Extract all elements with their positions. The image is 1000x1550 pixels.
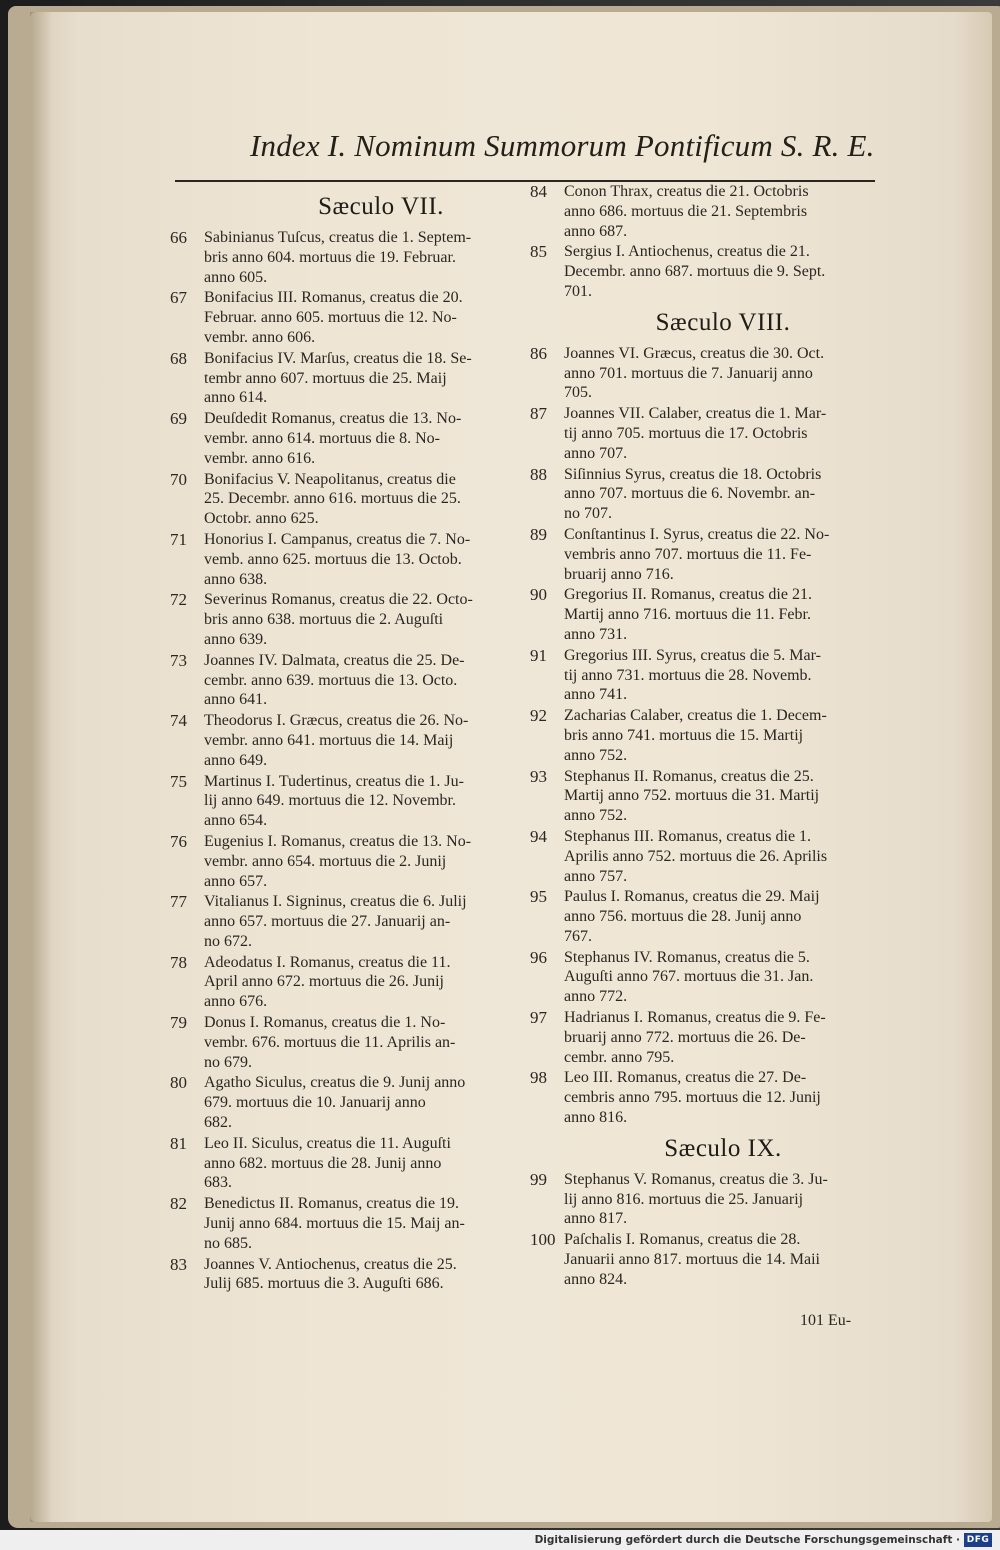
entry-number: 74 (170, 711, 187, 731)
entry-line: Gregorius II. Romanus, creatus die 21. (564, 586, 812, 604)
entry-line: vembr. anno 616. (204, 449, 316, 467)
entry-line: tij anno 705. mortuus die 17. Octobris (564, 424, 808, 442)
entry-number: 97 (530, 1008, 547, 1028)
entry-line: Vitalianus I. Signinus, creatus die 6. Julij (204, 893, 467, 911)
entry-line: cembr. anno 795. (564, 1048, 675, 1066)
entry-line: no 672. (204, 932, 252, 950)
index-entry (528, 242, 878, 301)
section-heading: Sæculo VII. (318, 193, 444, 220)
entry-line: Stephanus III. Romanus, creatus die 1. (564, 827, 812, 845)
entry-line: Octobr. anno 625. (204, 510, 319, 528)
entry-line: vembris anno 707. mortuus die 11. Fe- (564, 545, 812, 563)
section-heading: Sæculo VIII. (655, 308, 791, 336)
entry-line: Leo II. Siculus, creatus die 11. Auguſti (204, 1134, 451, 1152)
entry-line: lij anno 649. mortuus die 12. Novembr. (204, 792, 456, 810)
entry-line: Joannes V. Antiochenus, creatus die 25. (204, 1255, 457, 1273)
index-entry (528, 525, 878, 584)
entry-line: no 707. (564, 505, 612, 523)
entry-line: vembr. 676. mortuus die 11. Aprilis an- (204, 1033, 456, 1051)
index-entry (528, 646, 878, 705)
entry-line: Martij anno 716. mortuus die 11. Febr. (564, 606, 811, 624)
entry-line: Stephanus IV. Romanus, creatus die 5. (564, 948, 810, 966)
entry-number: 68 (170, 348, 187, 368)
entry-number: 85 (530, 242, 547, 262)
index-entry (168, 1134, 524, 1193)
entry-line: Paſchalis I. Romanus, creatus die 28. (564, 1231, 801, 1249)
entry-number: 79 (170, 1013, 187, 1033)
index-entry (168, 772, 524, 831)
entry-line: Paulus I. Romanus, creatus die 29. Maij (564, 888, 820, 906)
entry-line: Februar. anno 605. mortuus die 12. No- (204, 309, 457, 327)
entry-line: Leo III. Romanus, creatus die 27. De- (564, 1069, 807, 1087)
entry-line: vembr. anno 641. mortuus die 14. Maij (204, 731, 454, 749)
funding-notice: Digitalisierung gefördert durch die Deutsche Forschungsgemeinschaft · (534, 1534, 960, 1546)
index-entry (528, 182, 878, 241)
entry-number: 80 (170, 1073, 187, 1093)
entry-number: 84 (530, 182, 547, 201)
entry-line: anno 687. (564, 222, 628, 240)
index-entry (168, 892, 524, 951)
entry-line: Siſinnius Syrus, creatus die 18. Octobris (564, 465, 822, 483)
entry-line: anno 707. mortuus die 6. Novembr. an- (564, 485, 816, 503)
entry-line: tij anno 731. mortuus die 28. Novemb. (564, 666, 812, 684)
index-entry (528, 585, 878, 644)
entry-line: bruarij anno 716. (564, 565, 674, 583)
entry-line: Stephanus II. Romanus, creatus die 25. (564, 767, 814, 785)
entry-line: Bonifacius IV. Marſus, creatus die 18. Se- (204, 349, 472, 367)
entry-line: Conſtantinus I. Syrus, creatus die 22. No- (564, 525, 830, 543)
entry-number: 86 (530, 343, 547, 363)
entry-number: 78 (170, 952, 187, 972)
index-entry (168, 409, 524, 468)
index-entry (168, 288, 524, 347)
entry-line: Eugenius I. Romanus, creatus die 13. No- (204, 832, 472, 850)
index-entry (168, 228, 524, 287)
entry-line: anno 731. (564, 625, 628, 643)
index-entry (528, 1230, 878, 1289)
entry-line: bris anno 741. mortuus die 15. Martij (564, 726, 804, 744)
entry-line: Julij 685. mortuus die 3. Auguſti 686. (204, 1275, 444, 1293)
entry-line: anno 817. (564, 1210, 628, 1228)
entry-number: 87 (530, 404, 547, 424)
entry-line: April anno 672. mortuus die 26. Junij (204, 973, 444, 991)
entry-line: no 679. (204, 1053, 252, 1071)
entry-line: no 685. (204, 1234, 252, 1252)
index-entry (528, 344, 878, 403)
entry-line: anno 638. (204, 570, 268, 588)
entry-number: 73 (170, 650, 187, 670)
entry-number: 88 (530, 464, 547, 484)
entry-line: anno 707. (564, 444, 628, 462)
entry-line: Martinus I. Tudertinus, creatus die 1. Ju- (204, 772, 464, 790)
index-entry (168, 470, 524, 529)
entry-line: anno 757. (564, 867, 628, 885)
entry-line: anno 741. (564, 686, 628, 704)
entry-line: Hadrianus I. Romanus, creatus die 9. Fe- (564, 1009, 826, 1027)
entry-line: vembr. anno 654. mortuus die 2. Junij (204, 852, 447, 870)
entry-number: 76 (170, 831, 187, 851)
entry-number: 94 (530, 826, 547, 846)
entry-line: Zacharias Calaber, creatus die 1. Decem- (564, 707, 827, 725)
entry-line: Martij anno 752. mortuus die 31. Martij (564, 787, 820, 805)
entry-line: anno 752. (564, 746, 628, 764)
entry-line: anno 657. mortuus die 27. Januarij an- (204, 913, 451, 931)
index-entry (168, 349, 524, 408)
entry-number: 82 (170, 1194, 187, 1214)
entry-number: 81 (170, 1133, 187, 1153)
entry-line: anno 649. (204, 751, 268, 769)
entry-line: tembr anno 607. mortuus die 25. Maij (204, 369, 447, 387)
entry-line: Deuſdedit Romanus, creatus die 13. No- (204, 410, 462, 428)
catchword: 101 Eu- (800, 1312, 852, 1329)
entry-number: 96 (530, 947, 547, 967)
index-entry (168, 651, 524, 710)
entry-line: Adeodatus I. Romanus, creatus die 11. (204, 953, 451, 971)
index-entry (168, 590, 524, 649)
entry-line: Theodorus I. Græcus, creatus die 26. No- (204, 712, 469, 730)
entry-line: anno 614. (204, 389, 268, 407)
entry-line: Aprilis anno 752. mortuus die 26. Aprilis (564, 847, 828, 865)
entry-line: Decembr. anno 687. mortuus die 9. Sept. (564, 263, 826, 281)
right-column (528, 182, 878, 1291)
entry-line: Auguſti anno 767. mortuus die 31. Jan. (564, 968, 814, 986)
entry-number: 66 (170, 228, 187, 247)
entry-line: anno 816. (564, 1109, 628, 1127)
entry-line: lij anno 816. mortuus die 25. Januarij (564, 1190, 804, 1208)
running-head: Index I. Nominum Summorum Pontificum S. R. E. (250, 128, 875, 163)
entry-line: 682. (204, 1114, 232, 1132)
entry-line: cembr. anno 639. mortuus die 13. Octo. (204, 671, 458, 689)
index-entry (528, 1170, 878, 1229)
entry-line: anno 639. (204, 630, 268, 648)
entry-line: anno 756. mortuus die 28. Junij anno (564, 908, 802, 926)
entry-number: 93 (530, 766, 547, 786)
entry-line: bruarij anno 772. mortuus die 26. De- (564, 1028, 806, 1046)
entry-number: 72 (170, 590, 187, 610)
entry-line: 767. (564, 927, 592, 945)
index-entry (528, 827, 878, 886)
entry-number: 92 (530, 706, 547, 726)
entry-line: Sabinianus Tuſcus, creatus die 1. Septem- (204, 229, 472, 246)
index-entry (168, 1255, 524, 1295)
entry-line: anno 752. (564, 807, 628, 825)
entry-number: 89 (530, 524, 547, 544)
dfg-logo: DFG (964, 1533, 992, 1547)
entry-number: 71 (170, 529, 187, 549)
entry-line: Joannes VII. Calaber, creatus die 1. Mar- (564, 405, 827, 423)
entry-line: anno 686. mortuus die 21. Septembris (564, 202, 808, 220)
entry-line: Joannes VI. Græcus, creatus die 30. Oct. (564, 344, 825, 362)
entry-number: 95 (530, 887, 547, 907)
index-entry (528, 948, 878, 1007)
index-entry (168, 1013, 524, 1072)
entry-line: 701. (564, 282, 592, 300)
index-entry (168, 1194, 524, 1253)
entry-line: Gregorius III. Syrus, creatus die 5. Mar- (564, 646, 821, 664)
left-column (168, 192, 524, 1295)
entry-number: 99 (530, 1169, 547, 1189)
entry-line: vemb. anno 625. mortuus die 13. Octob. (204, 550, 462, 568)
index-entry (528, 465, 878, 524)
entry-line: Januarii anno 817. mortuus die 14. Maii (564, 1251, 820, 1269)
entry-line: Agatho Siculus, creatus die 9. Junij anno (204, 1074, 466, 1092)
index-entry (168, 953, 524, 1012)
entry-line: Donus I. Romanus, creatus die 1. No- (204, 1014, 446, 1032)
entry-line: Sergius I. Antiochenus, creatus die 21. (564, 243, 810, 261)
entry-line: Junij anno 684. mortuus die 15. Maij an- (204, 1215, 465, 1233)
entry-line: 683. (204, 1174, 232, 1192)
index-entry (168, 1073, 524, 1132)
entry-line: anno 641. (204, 691, 268, 709)
entry-line: Conon Thrax, creatus die 21. Octobris (564, 183, 809, 200)
entry-number: 100 (530, 1230, 556, 1250)
entry-number: 67 (170, 288, 187, 308)
entry-line: vembr. anno 614. mortuus die 8. No- (204, 429, 440, 447)
section-heading: Sæculo IX. (664, 1134, 782, 1162)
entry-number: 70 (170, 469, 187, 489)
entry-line: vembr. anno 606. (204, 328, 316, 346)
index-entry (528, 1068, 878, 1127)
entry-number: 69 (170, 409, 187, 429)
entry-line: Honorius I. Campanus, creatus die 7. No- (204, 530, 471, 548)
entry-line: anno 654. (204, 812, 268, 830)
entry-line: Severinus Romanus, creatus die 22. Octo- (204, 591, 473, 609)
entry-line: Benedictus II. Romanus, creatus die 19. (204, 1195, 460, 1213)
entry-line: anno 824. (564, 1270, 628, 1288)
entry-line: Bonifacius III. Romanus, creatus die 20. (204, 289, 463, 307)
entry-line: bris anno 638. mortuus die 2. Auguſti (204, 611, 444, 629)
entry-line: 25. Decembr. anno 616. mortuus die 25. (204, 490, 461, 508)
entry-number: 75 (170, 771, 187, 791)
index-entry (528, 887, 878, 946)
entry-line: anno 682. mortuus die 28. Junij anno (204, 1154, 442, 1172)
entry-number: 91 (530, 645, 547, 665)
entry-line: cembris anno 795. mortuus die 12. Junij (564, 1089, 821, 1107)
index-entry (528, 706, 878, 765)
gutter-shadow (30, 12, 52, 1522)
index-entry (528, 767, 878, 826)
entry-number: 83 (170, 1254, 187, 1274)
entry-line: Joannes IV. Dalmata, creatus die 25. De- (204, 651, 465, 669)
entry-line: 679. mortuus die 10. Januarij anno (204, 1094, 426, 1112)
index-entry (168, 832, 524, 891)
entry-line: anno 657. (204, 872, 268, 890)
entry-line: anno 701. mortuus die 7. Januarij anno (564, 364, 813, 382)
entry-line: anno 772. (564, 988, 628, 1006)
index-entry (168, 711, 524, 770)
index-entry (168, 530, 524, 589)
entry-number: 77 (170, 892, 187, 912)
index-entry (528, 404, 878, 463)
entry-number: 98 (530, 1068, 547, 1088)
entry-line: Bonifacius V. Neapolitanus, creatus die (204, 470, 456, 488)
entry-line: bris anno 604. mortuus die 19. Februar. (204, 248, 456, 266)
entry-line: anno 676. (204, 993, 268, 1011)
entry-line: anno 605. (204, 268, 268, 286)
index-entry (528, 1008, 878, 1067)
entry-line: Stephanus V. Romanus, creatus die 3. Ju- (564, 1170, 828, 1188)
entry-number: 90 (530, 585, 547, 605)
entry-line: 705. (564, 384, 592, 402)
